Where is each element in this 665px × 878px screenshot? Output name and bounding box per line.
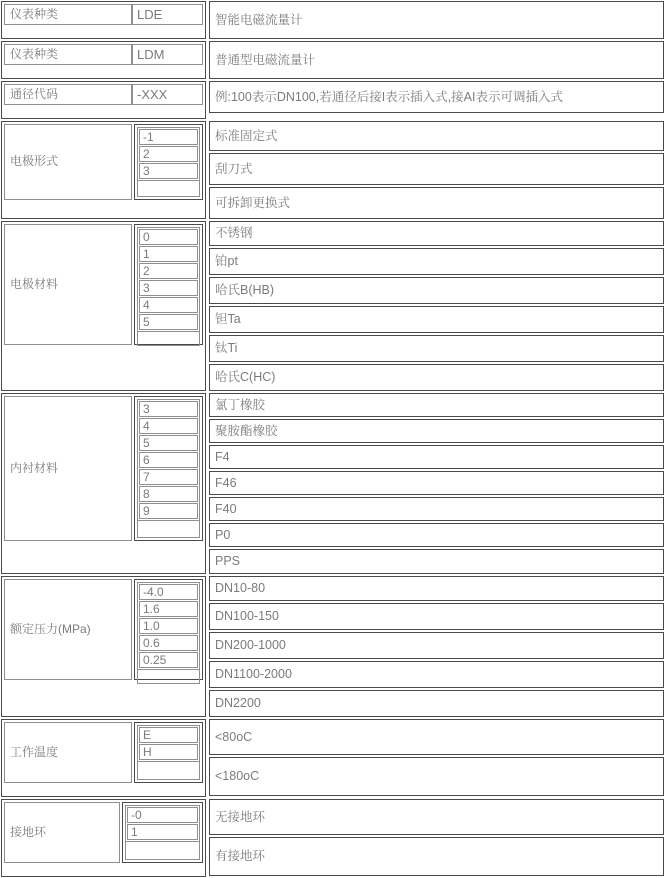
description-lining-material-1: 聚胺酯橡胶 [209,419,664,443]
parameter-block-electrode-material [1,221,206,391]
code-value-rated-pressure-1: 1.6 [139,601,198,617]
code-list-lining-material [137,399,200,521]
code-value-rated-pressure-3: 0.6 [139,635,198,651]
parameter-inner [4,4,203,25]
code-list-electrode-material [137,227,200,332]
code-column-filler [137,332,200,346]
code-column-lining-material [134,396,203,541]
spec-row [0,80,665,120]
description-column-meter-type-lde [209,1,664,39]
spec-row [0,392,665,575]
parameter-label-lining-material: 内衬材料 [4,396,132,541]
parameter-inner [4,722,203,783]
parameter-label-working-temperature: 工作温度 [4,722,132,783]
code-value-lining-material-0: 3 [139,401,198,417]
parameter-block-electrode-form [1,121,206,219]
description-rated-pressure-0: DN10-80 [209,576,664,601]
description-electrode-material-2: 哈氏B(HB) [209,277,664,304]
description-lining-material-2: F4 [209,445,664,469]
description-column-meter-type-ldm [209,41,664,79]
parameter-block-filler [4,560,203,571]
description-lining-material-5: P0 [209,523,664,547]
code-value-grounding-ring-0: -0 [127,807,198,823]
spec-row [0,798,665,878]
code-column-electrode-form [134,124,203,200]
spec-row [0,120,665,220]
code-column-electrode-material [134,224,203,345]
code-value-electrode-form-2: 3 [139,163,198,179]
description-electrode-material-1: 铂pt [209,248,664,275]
code-value-working-temperature-0: E [139,727,198,743]
code-value-electrode-form-0: -1 [139,129,198,145]
description-grounding-ring-1: 有接地环 [209,837,664,876]
description-electrode-form-1: 刮刀式 [209,153,664,185]
parameter-inner [4,44,203,65]
code-value-electrode-material-2: 2 [139,263,198,279]
code-value-electrode-form-1: 2 [139,146,198,162]
description-electrode-material-0: 不锈钢 [209,221,664,246]
description-column-rated-pressure [209,576,664,717]
parameter-label-electrode-form: 电极形式 [4,124,132,200]
parameter-block-filler [4,783,203,794]
description-electrode-form-2: 可拆卸更换式 [209,187,664,219]
spec-row [0,718,665,798]
description-meter-type-lde-0: 智能电磁流量计 [209,1,664,39]
code-column-working-temperature [134,722,203,783]
parameter-label-electrode-material: 电极材料 [4,224,132,345]
parameter-label-meter-type-lde: 仪表种类 [4,4,132,25]
parameter-block-meter-type-lde [1,1,206,39]
description-rated-pressure-4: DN2200 [209,690,664,717]
parameter-label-rated-pressure: 额定压力(MPa) [4,579,132,680]
code-list-rated-pressure [137,582,200,670]
code-value-lining-material-6: 9 [139,503,198,519]
description-bore-code-0: 例:100表示DN100,若通径后接I表示插入式,接AI表示可调插入式 [209,81,664,113]
spec-row [0,220,665,392]
description-rated-pressure-3: DN1100-2000 [209,661,664,688]
description-lining-material-4: F40 [209,497,664,521]
parameter-label-grounding-ring: 接地环 [4,802,120,863]
code-value-electrode-material-4: 4 [139,297,198,313]
description-working-temperature-0: <80oC [209,719,664,755]
parameter-block-filler [4,703,203,714]
description-working-temperature-1: <180oC [209,757,664,796]
parameter-block-filler [4,65,203,76]
code-list-working-temperature [137,725,200,762]
code-column-filler [137,670,200,684]
parameter-block-filler [4,105,203,116]
description-rated-pressure-1: DN100-150 [209,603,664,630]
spec-row [0,40,665,80]
parameter-block-filler [4,863,203,874]
parameter-block-rated-pressure [1,576,206,717]
code-list-electrode-form [137,127,200,181]
parameter-label-bore-code: 通径代码 [4,84,132,105]
parameter-block-lining-material [1,393,206,574]
code-value-electrode-material-1: 1 [139,246,198,262]
code-value-lining-material-4: 7 [139,469,198,485]
description-column-working-temperature [209,719,664,797]
description-meter-type-ldm-0: 普通型电磁流量计 [209,41,664,79]
description-lining-material-0: 氯丁橡胶 [209,393,664,417]
parameter-block-filler [4,205,203,216]
parameter-block-grounding-ring [1,799,206,877]
code-column-filler [137,762,200,780]
parameter-inner [4,84,203,105]
code-value-lining-material-3: 6 [139,452,198,468]
spec-row [0,575,665,718]
parameter-block-bore-code [1,81,206,119]
code-value-meter-type-ldm-0: LDM [132,44,203,65]
code-value-electrode-material-5: 5 [139,314,198,330]
code-column-rated-pressure [134,579,203,680]
code-value-electrode-material-0: 0 [139,229,198,245]
parameter-inner [4,224,203,377]
parameter-inner [4,579,203,703]
code-value-rated-pressure-2: 1.0 [139,618,198,634]
code-value-lining-material-1: 4 [139,418,198,434]
spec-row [0,0,665,40]
description-column-electrode-material [209,221,664,391]
description-grounding-ring-0: 无接地环 [209,799,664,835]
code-value-meter-type-lde-0: LDE [132,4,203,25]
parameter-block-filler [4,377,203,388]
code-value-lining-material-2: 5 [139,435,198,451]
code-list-grounding-ring [125,805,200,842]
code-value-lining-material-5: 8 [139,486,198,502]
description-electrode-material-5: 哈氏C(HC) [209,364,664,391]
parameter-inner [4,396,203,560]
code-column-filler [137,521,200,538]
description-lining-material-3: F46 [209,471,664,495]
description-column-lining-material [209,393,664,574]
parameter-block-working-temperature [1,719,206,797]
code-value-bore-code-0: -XXX [132,84,203,105]
description-electrode-material-4: 钛Ti [209,335,664,362]
description-column-grounding-ring [209,799,664,877]
parameter-block-meter-type-ldm [1,41,206,79]
code-value-rated-pressure-0: -4.0 [139,584,198,600]
parameter-inner [4,124,203,205]
parameter-block-filler [4,25,203,36]
parameter-label-meter-type-ldm: 仪表种类 [4,44,132,65]
description-column-electrode-form [209,121,664,219]
code-value-grounding-ring-1: 1 [127,824,198,840]
description-rated-pressure-2: DN200-1000 [209,632,664,659]
code-value-electrode-material-3: 3 [139,280,198,296]
code-column-filler [125,842,200,860]
description-electrode-form-0: 标准固定式 [209,121,664,151]
description-lining-material-6: PPS [209,549,664,574]
description-electrode-material-3: 钽Ta [209,306,664,333]
description-column-bore-code [209,81,664,119]
code-column-filler [137,181,200,197]
code-value-working-temperature-1: H [139,744,198,760]
code-value-rated-pressure-4: 0.25 [139,652,198,668]
